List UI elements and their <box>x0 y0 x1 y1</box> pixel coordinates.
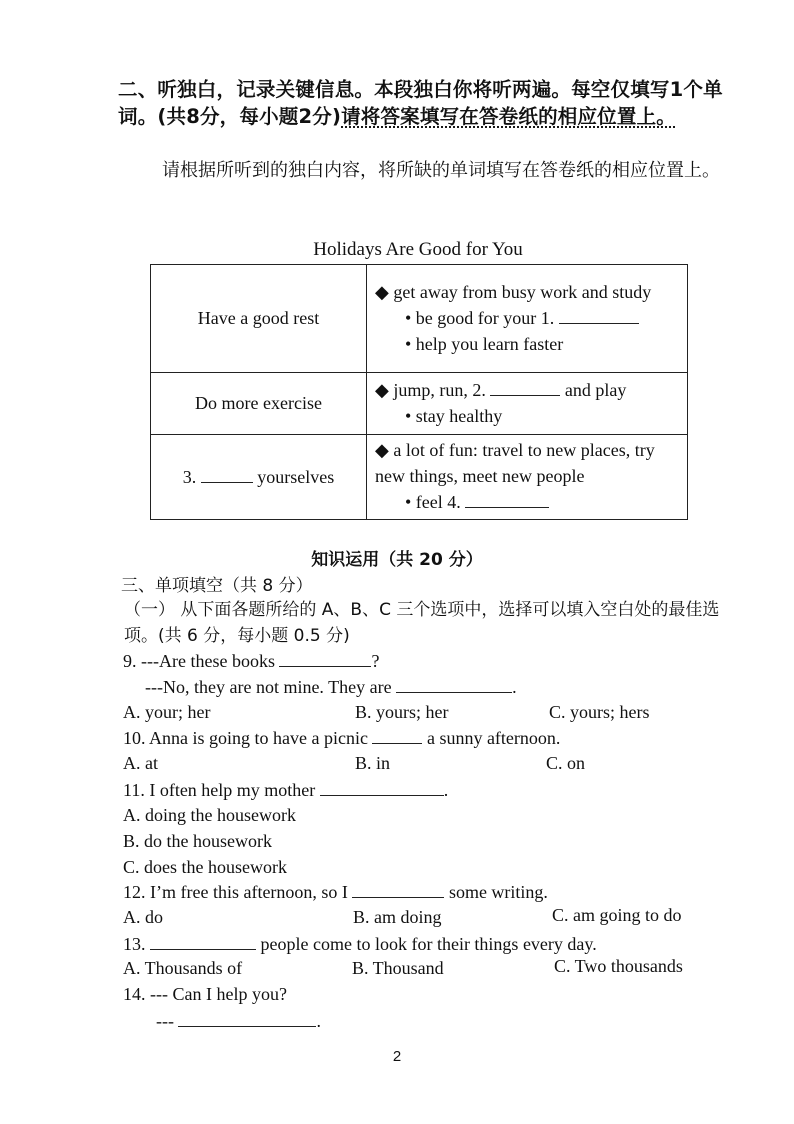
table-title: Holidays Are Good for You <box>313 239 523 260</box>
q9-line2: ---No, they are not mine. They are . <box>145 677 517 697</box>
row1-bullet2: • help you learn faster <box>405 333 564 354</box>
notes-table <box>150 264 688 520</box>
row1-main: ◆ get away from busy work and study <box>375 281 652 302</box>
q11-blank[interactable] <box>320 779 444 796</box>
q14-line2: --- . <box>156 1011 321 1031</box>
table-row <box>151 435 688 520</box>
q12-option-a[interactable]: A. do <box>123 907 163 927</box>
row1-right <box>367 265 688 373</box>
row1-left: Have a good rest <box>151 265 367 373</box>
section3-title: 三、单项填空（共 8 分） <box>121 576 313 596</box>
q10-option-b[interactable]: B. in <box>355 753 391 773</box>
q12-line: 12. I’m free this afternoon, so I some writing. <box>123 882 548 902</box>
blank-1[interactable] <box>559 307 639 324</box>
q10-option-a[interactable]: A. at <box>123 753 158 773</box>
q14-line: 14. --- Can I help you? <box>123 984 287 1004</box>
blank-2[interactable] <box>490 379 560 396</box>
subsection1-instruction: （一） 从下面各题所给的 A、B、C 三个选项中，选择可以填入空白处的最佳选项。(共 6 分，每小题 0.5 分) <box>124 600 720 646</box>
q9-option-c[interactable]: C. yours; hers <box>549 702 650 722</box>
q12-option-c[interactable]: C. am going to do <box>552 905 682 925</box>
q13-option-a[interactable]: A. Thousands of <box>123 958 243 978</box>
q9-blank1[interactable] <box>279 650 371 667</box>
section2-title <box>118 76 728 130</box>
q9-blank2[interactable] <box>396 676 512 693</box>
q13-option-b[interactable]: B. Thousand <box>352 958 444 978</box>
q11-option-c[interactable]: C. does the housework <box>123 857 287 877</box>
row2-bullet1: • stay healthy <box>405 405 503 426</box>
row3-main: ◆ a lot of fun: travel to new places, try new things, meet new people <box>375 440 655 486</box>
q10-option-c[interactable]: C. on <box>546 753 586 773</box>
q12-blank[interactable] <box>352 881 444 898</box>
row3-left: 3. yourselves <box>151 435 367 520</box>
row3-bullet1: • feel 4. <box>375 489 681 515</box>
section2-instruction: 请根据所听到的独白内容，将所缺的单词填写在答卷纸的相应位置上。 <box>162 160 720 181</box>
q13-line: 13. people come to look for their things every day. <box>123 934 597 954</box>
table-row <box>151 265 688 373</box>
blank-3[interactable] <box>201 466 253 483</box>
q11-line: 11. I often help my mother . <box>123 780 449 800</box>
row2-main: ◆ jump, run, 2. and play <box>375 379 627 400</box>
q11-option-b[interactable]: B. do the housework <box>123 831 272 851</box>
q12-option-b[interactable]: B. am doing <box>353 907 442 927</box>
page-number: 2 <box>392 1048 402 1065</box>
q13-blank[interactable] <box>150 933 256 950</box>
q9-line1: 9. ---Are these books ? <box>123 651 380 671</box>
row1-bullet1: • be good for your 1. <box>375 305 681 331</box>
q10-line: 10. Anna is going to have a picnic a sunny afternoon. <box>123 728 561 748</box>
q9-option-b[interactable]: B. yours; her <box>355 702 449 722</box>
q14-blank[interactable] <box>178 1010 316 1027</box>
blank-4[interactable] <box>465 491 549 508</box>
q9-option-a[interactable]: A. your; her <box>123 702 211 722</box>
section2-title-main: 二、听独白，记录关键信息。本段独白你将听两遍。每空仅填写1个单词。(共8分，每小题2分) <box>118 78 723 128</box>
row2-left: Do more exercise <box>151 373 367 435</box>
row2-right <box>367 373 688 435</box>
row3-right <box>367 435 688 520</box>
q11-option-a[interactable]: A. doing the housework <box>123 805 296 825</box>
q10-blank[interactable] <box>372 727 422 744</box>
table-row <box>151 373 688 435</box>
section2-title-underlined: 请将答案填写在答卷纸的相应位置上。 <box>341 105 676 128</box>
q13-option-c[interactable]: C. Two thousands <box>554 956 683 976</box>
knowledge-title: 知识运用（共 20 分） <box>311 550 483 570</box>
